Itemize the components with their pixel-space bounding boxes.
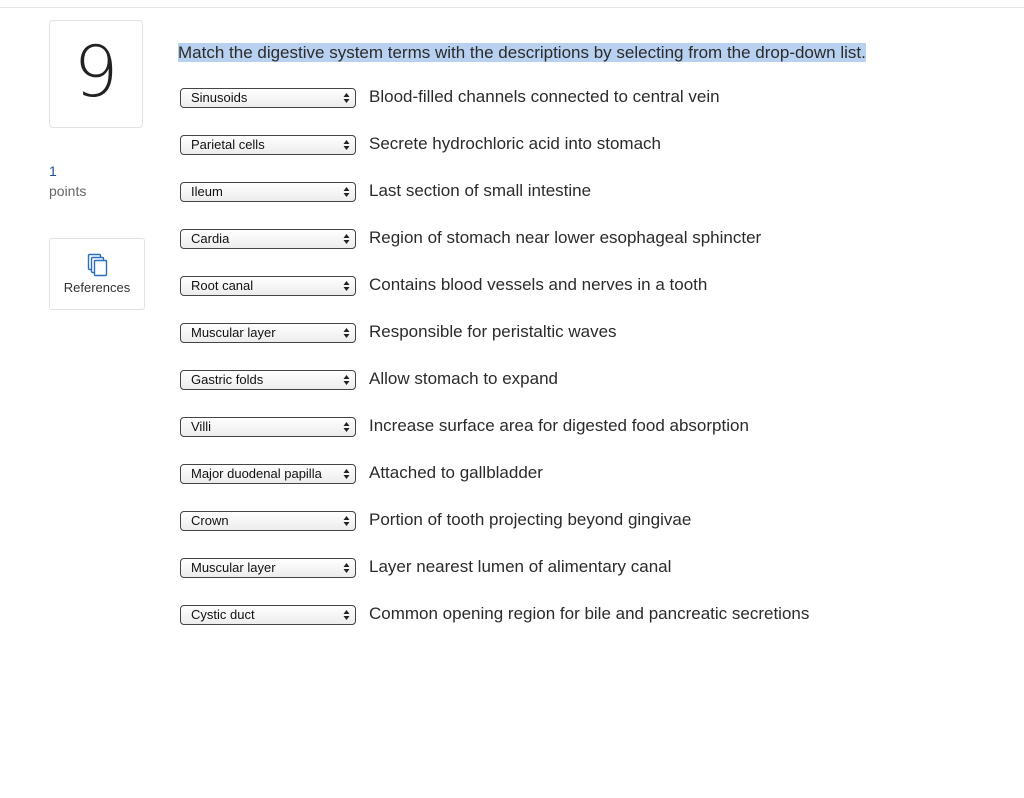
dropdown-arrows-icon <box>343 233 350 245</box>
dropdown-arrows-icon <box>343 374 350 386</box>
dropdown-value: Villi <box>191 419 211 434</box>
match-row <box>180 133 1000 180</box>
term-dropdown[interactable] <box>180 182 356 202</box>
dropdown-value: Cystic duct <box>191 607 255 622</box>
dropdown-value: Crown <box>191 513 229 528</box>
dropdown-arrows-icon <box>343 421 350 433</box>
dropdown-value: Sinusoids <box>191 90 248 105</box>
dropdown-arrows-icon <box>343 609 350 621</box>
description-text: Region of stomach near lower esophageal sphincter <box>369 228 762 247</box>
description-text: Contains blood vessels and nerves in a tooth <box>369 275 708 294</box>
description-text: Secrete hydrochloric acid into stomach <box>369 134 661 153</box>
term-dropdown[interactable] <box>180 323 356 343</box>
dropdown-value: Ileum <box>191 184 223 199</box>
question-prompt <box>178 42 866 64</box>
description-text: Allow stomach to expand <box>369 369 558 388</box>
match-row <box>180 180 1000 227</box>
match-row <box>180 603 1000 650</box>
term-dropdown[interactable] <box>180 370 356 390</box>
matching-list <box>180 86 1000 650</box>
term-dropdown[interactable] <box>180 417 356 437</box>
match-row <box>180 86 1000 133</box>
dropdown-arrows-icon <box>343 186 350 198</box>
term-dropdown[interactable] <box>180 276 356 296</box>
match-row <box>180 227 1000 274</box>
dropdown-arrows-icon <box>343 280 350 292</box>
references-icon <box>87 253 109 279</box>
match-row <box>180 462 1000 509</box>
description-text: Increase surface area for digested food absorption <box>369 416 749 435</box>
dropdown-value: Gastric folds <box>191 372 264 387</box>
dropdown-value: Cardia <box>191 231 230 246</box>
term-dropdown[interactable] <box>180 558 356 578</box>
dropdown-arrows-icon <box>343 515 350 527</box>
term-dropdown[interactable] <box>180 88 356 108</box>
match-row <box>180 321 1000 368</box>
description-text: Attached to gallbladder <box>369 463 543 482</box>
match-row <box>180 274 1000 321</box>
description-text: Common opening region for bile and pancreatic secretions <box>369 604 810 623</box>
dropdown-arrows-icon <box>343 92 350 104</box>
description-text: Responsible for peristaltic waves <box>369 322 617 341</box>
dropdown-value: Parietal cells <box>191 137 265 152</box>
match-row <box>180 556 1000 603</box>
references-button[interactable] <box>49 238 145 310</box>
dropdown-arrows-icon <box>343 139 350 151</box>
dropdown-arrows-icon <box>343 468 350 480</box>
match-row <box>180 509 1000 556</box>
description-text: Portion of tooth projecting beyond gingivae <box>369 510 692 529</box>
points-value: 1 <box>49 163 57 179</box>
term-dropdown[interactable] <box>180 229 356 249</box>
match-row <box>180 415 1000 462</box>
match-row <box>180 368 1000 415</box>
term-dropdown[interactable] <box>180 511 356 531</box>
points-label: points <box>49 183 87 199</box>
dropdown-value: Muscular layer <box>191 560 276 575</box>
description-text: Blood-filled channels connected to central vein <box>369 87 720 106</box>
term-dropdown[interactable] <box>180 464 356 484</box>
dropdown-value: Root canal <box>191 278 254 293</box>
dropdown-arrows-icon <box>343 327 350 339</box>
top-divider <box>0 7 1024 8</box>
question-prompt-text: Match the digestive system terms with the descriptions by selecting from the drop-down list. <box>178 43 866 62</box>
term-dropdown[interactable] <box>180 605 356 625</box>
dropdown-value: Muscular layer <box>191 325 276 340</box>
references-label: References <box>63 280 131 295</box>
term-dropdown[interactable] <box>180 135 356 155</box>
dropdown-arrows-icon <box>343 562 350 574</box>
question-number: 9 <box>73 31 119 113</box>
description-text: Layer nearest lumen of alimentary canal <box>369 557 672 576</box>
description-text: Last section of small intestine <box>369 181 592 200</box>
question-number-box <box>49 20 143 128</box>
dropdown-value: Major duodenal papilla <box>191 466 322 481</box>
